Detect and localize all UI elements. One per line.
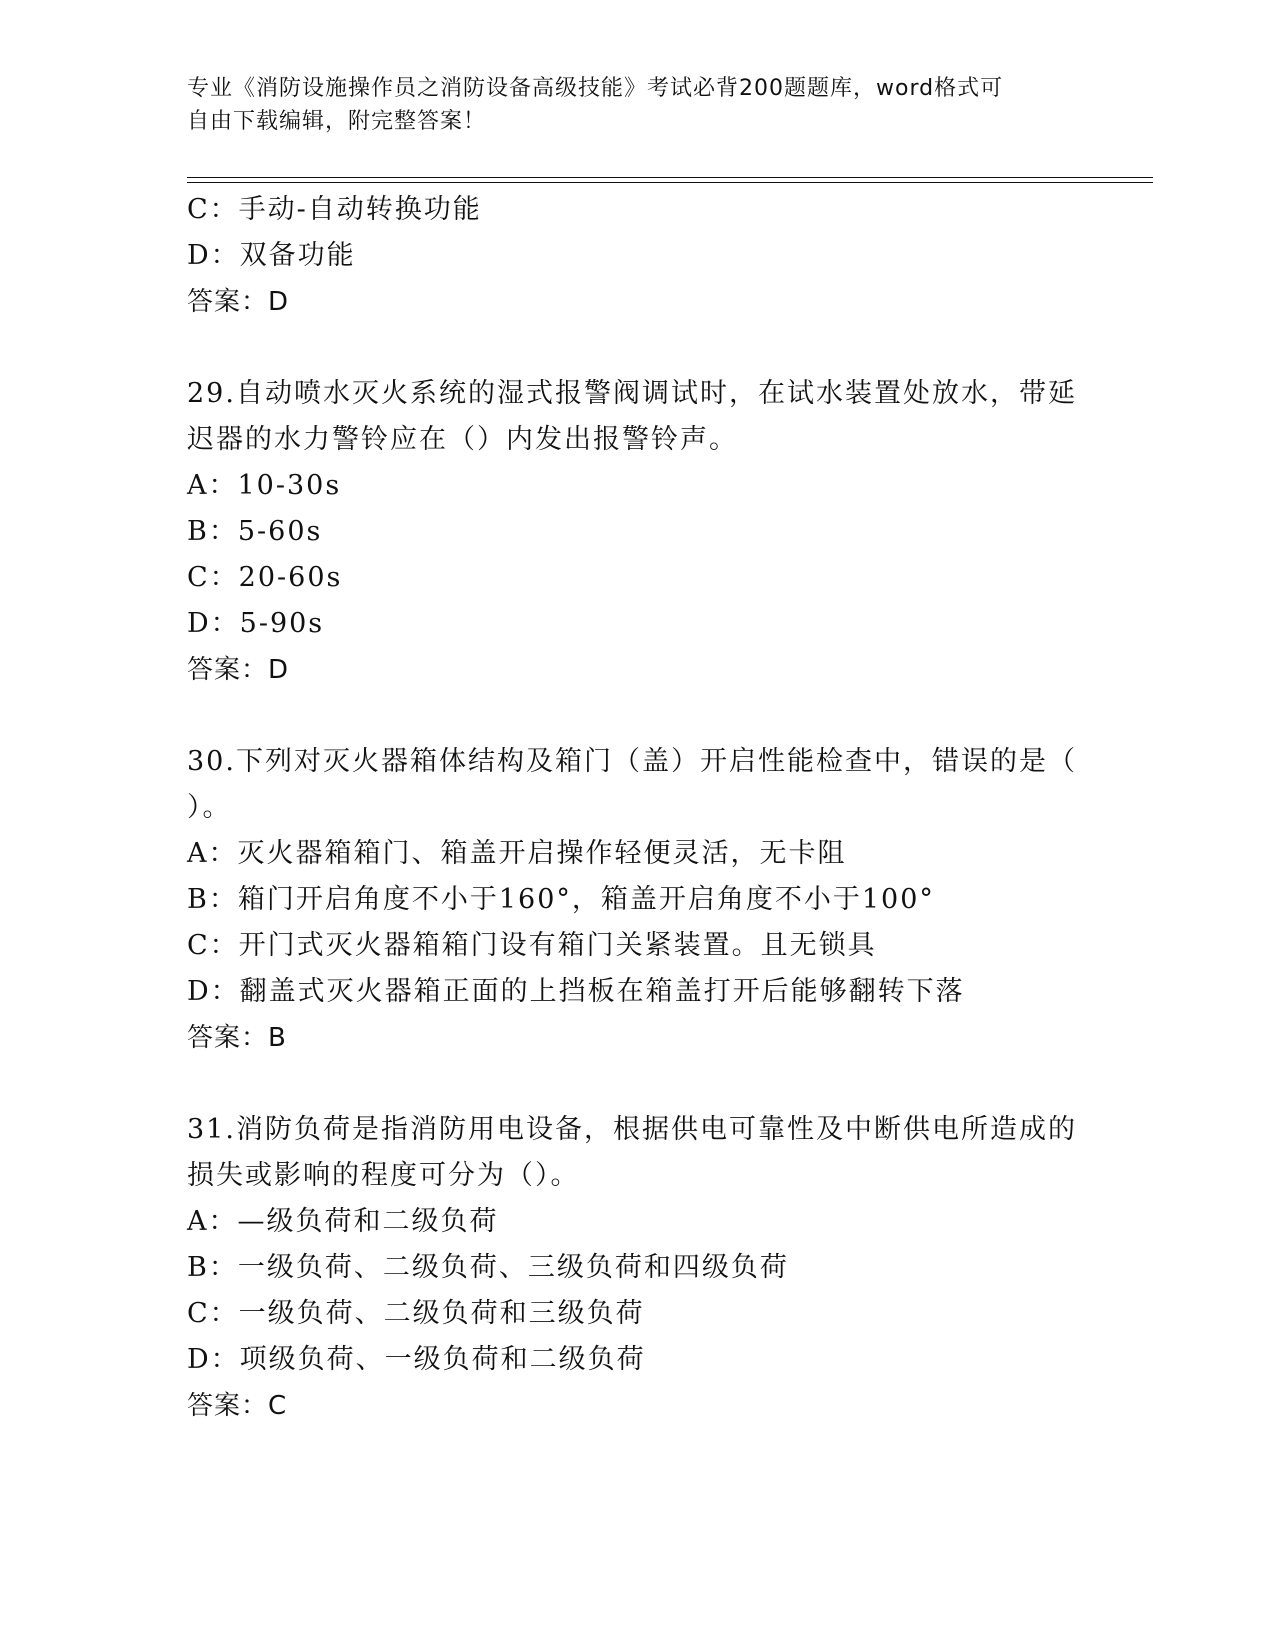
header-line-1: 专业《消防设施操作员之消防设备高级技能》考试必背200题题库，word格式可 (187, 76, 1004, 101)
option-c: C：20-60s (187, 562, 343, 593)
option-c: C：开门式灭火器箱箱门设有箱门关紧装置。且无锁具 (187, 930, 877, 961)
option-d: D：项级负荷、一级负荷和二级负荷 (187, 1344, 646, 1375)
question-text-line-2: ）。 (187, 792, 232, 823)
question-text-line-2: 迟器的水力警铃应在（）内发出报警铃声。 (187, 424, 738, 455)
question-text-line-1: 31.消防负荷是指消防用电设备，根据供电可靠性及中断供电所造成的 (187, 1114, 1077, 1145)
option-b: B：5-60s (187, 516, 323, 547)
option-d: D：5-90s (187, 608, 325, 639)
document-header (187, 72, 1067, 138)
option-d: D：翻盖式灭火器箱正面的上挡板在箱盖打开后能够翻转下落 (187, 976, 965, 1007)
question-31 (187, 1107, 1087, 1429)
question-list (187, 187, 1087, 1429)
answer-text: 答案：B (187, 1023, 287, 1053)
header-divider-top (187, 177, 1153, 178)
question-30 (187, 739, 1087, 1061)
question-29 (187, 371, 1087, 693)
answer-text: 答案：D (187, 655, 290, 685)
header-divider-bottom (187, 182, 1153, 183)
question-text-line-1: 29.自动喷水灭火系统的湿式报警阀调试时，在试水装置处放水，带延 (187, 378, 1077, 409)
header-line-2: 自由下载编辑，附完整答案！ (187, 109, 487, 134)
option-b: B：箱门开启角度不小于160°，箱盖开启角度不小于100° (187, 884, 935, 915)
option-a: A：—级负荷和二级负荷 (187, 1206, 499, 1237)
answer-text: 答案：D (187, 287, 290, 317)
question-28-tail (187, 187, 1087, 325)
option-d: D：双备功能 (187, 240, 356, 271)
answer-text: 答案：C (187, 1391, 288, 1421)
option-a: A：灭火器箱箱门、箱盖开启操作轻便灵活，无卡阻 (187, 838, 847, 869)
question-text-line-2: 损失或影响的程度可分为（）。 (187, 1160, 580, 1191)
option-c: C：一级负荷、二级负荷和三级负荷 (187, 1298, 645, 1329)
option-c: C：手动-自动转换功能 (187, 194, 482, 225)
option-b: B：一级负荷、二级负荷、三级负荷和四级负荷 (187, 1252, 789, 1283)
option-a: A：10-30s (187, 470, 342, 501)
question-text-line-1: 30.下列对灭火器箱体结构及箱门（盖）开启性能检查中，错误的是（ (187, 746, 1077, 777)
